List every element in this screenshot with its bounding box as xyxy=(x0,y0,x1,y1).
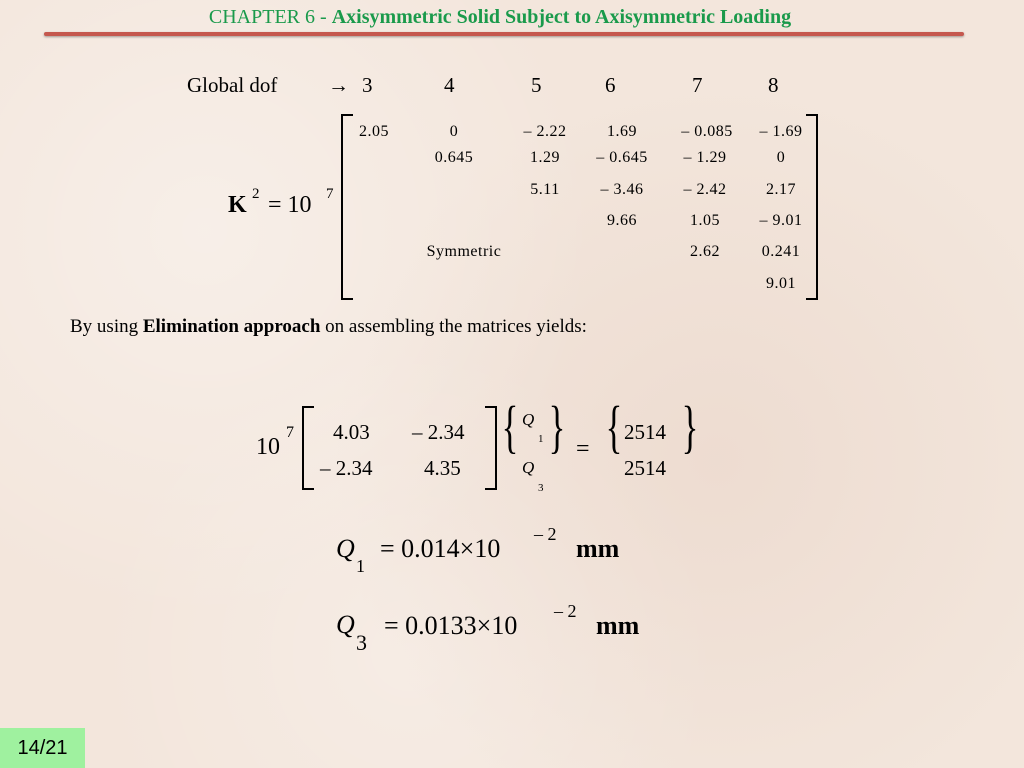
sentence-before: By using xyxy=(70,316,143,337)
matrix-cell: – 1.69 xyxy=(759,123,803,140)
matrix-cell: – 1.29 xyxy=(683,149,727,166)
dof-value: 6 xyxy=(605,73,616,97)
matrix-bracket-left xyxy=(341,114,353,300)
stiffness-symbol: K xyxy=(228,192,247,218)
matrix-cell: 2.17 xyxy=(766,181,796,198)
system-factor: 10 xyxy=(256,434,280,460)
dof-value: 3 xyxy=(362,73,373,97)
sentence-after: on assembling the matrices yields: xyxy=(320,316,587,337)
vector-brace-left: { xyxy=(501,394,519,459)
matrix-cell: – 3.46 xyxy=(600,181,644,198)
system-bracket-left xyxy=(302,406,314,490)
explanation-text xyxy=(70,316,587,338)
unknown-symbol: Q xyxy=(522,458,535,477)
chapter-title xyxy=(0,6,1000,29)
matrix-cell: – 2.22 xyxy=(523,123,567,140)
matrix-cell: – 0.645 xyxy=(596,149,648,166)
matrix-bracket-right xyxy=(806,114,818,300)
unknown-subscript: 3 xyxy=(538,482,544,494)
matrix-cell: 2.62 xyxy=(690,243,720,260)
rhs-value: 2514 xyxy=(624,456,666,480)
rhs-brace-left: { xyxy=(605,394,623,459)
stiffness-factor-exponent: 7 xyxy=(326,186,334,202)
dof-value: 5 xyxy=(531,73,542,97)
matrix-cell: 0.241 xyxy=(761,243,801,260)
chapter-topic: Axisymmetric Solid Subject to Axisymmetric Loading xyxy=(331,6,792,28)
header-divider xyxy=(44,32,964,36)
matrix-cell: 0.645 xyxy=(434,149,474,166)
result-unit: mm xyxy=(576,534,620,563)
matrix-cell: 2.05 xyxy=(359,123,389,140)
matrix-cell: – 2.42 xyxy=(683,181,727,198)
page-number xyxy=(0,728,85,768)
system-matrix-cell: 4.03 xyxy=(333,420,370,444)
dof-value: 7 xyxy=(692,73,703,97)
chapter-prefix: CHAPTER 6 - xyxy=(208,6,332,28)
rhs-brace-right: } xyxy=(681,394,699,459)
result-subscript: 3 xyxy=(356,630,367,655)
stiffness-superscript: 2 xyxy=(252,186,260,202)
unknown-subscript: 1 xyxy=(538,433,544,445)
matrix-cell: – 0.085 xyxy=(681,123,733,140)
result-value: = 0.0133×10 xyxy=(384,611,518,640)
matrix-cell: 0 xyxy=(776,149,786,166)
matrix-cell: 1.29 xyxy=(530,149,560,166)
rhs-value: 2514 xyxy=(624,420,666,444)
result-subscript: 1 xyxy=(356,556,365,576)
system-equals: = xyxy=(576,436,590,462)
sentence-emphasis: Elimination approach xyxy=(142,316,321,337)
matrix-cell: 9.66 xyxy=(607,212,637,229)
system-matrix-cell: – 2.34 xyxy=(320,456,373,480)
system-matrix-cell: 4.35 xyxy=(424,456,461,480)
result-unit: mm xyxy=(596,611,640,640)
system-matrix-cell: – 2.34 xyxy=(412,420,465,444)
matrix-cell: 9.01 xyxy=(766,275,796,292)
dof-arrow: → xyxy=(328,73,349,97)
stiffness-factor: 10 xyxy=(287,192,312,218)
matrix-cell: 0 xyxy=(449,123,459,140)
dof-value: 8 xyxy=(768,73,779,97)
symmetric-label: Symmetric xyxy=(426,243,502,260)
stiffness-equals xyxy=(268,192,312,219)
system-factor-exponent: 7 xyxy=(286,424,294,441)
matrix-cell: – 9.01 xyxy=(759,212,803,229)
unknown-symbol: Q xyxy=(522,410,535,429)
page-number-text: 14/21 xyxy=(17,736,68,759)
dof-value: 4 xyxy=(444,73,455,97)
matrix-cell: 1.05 xyxy=(690,212,720,229)
result-symbol: Q xyxy=(336,610,355,639)
result-symbol: Q xyxy=(336,534,355,563)
result-exponent: – 2 xyxy=(534,524,557,544)
result-exponent: – 2 xyxy=(554,601,577,621)
matrix-cell: 5.11 xyxy=(530,181,560,198)
matrix-cell: 1.69 xyxy=(607,123,637,140)
result-value: = 0.014×10 xyxy=(380,534,501,563)
dof-label: Global dof xyxy=(187,73,278,97)
equals-sign: = xyxy=(268,192,282,218)
vector-brace-right: } xyxy=(548,394,566,459)
system-bracket-right xyxy=(485,406,497,490)
